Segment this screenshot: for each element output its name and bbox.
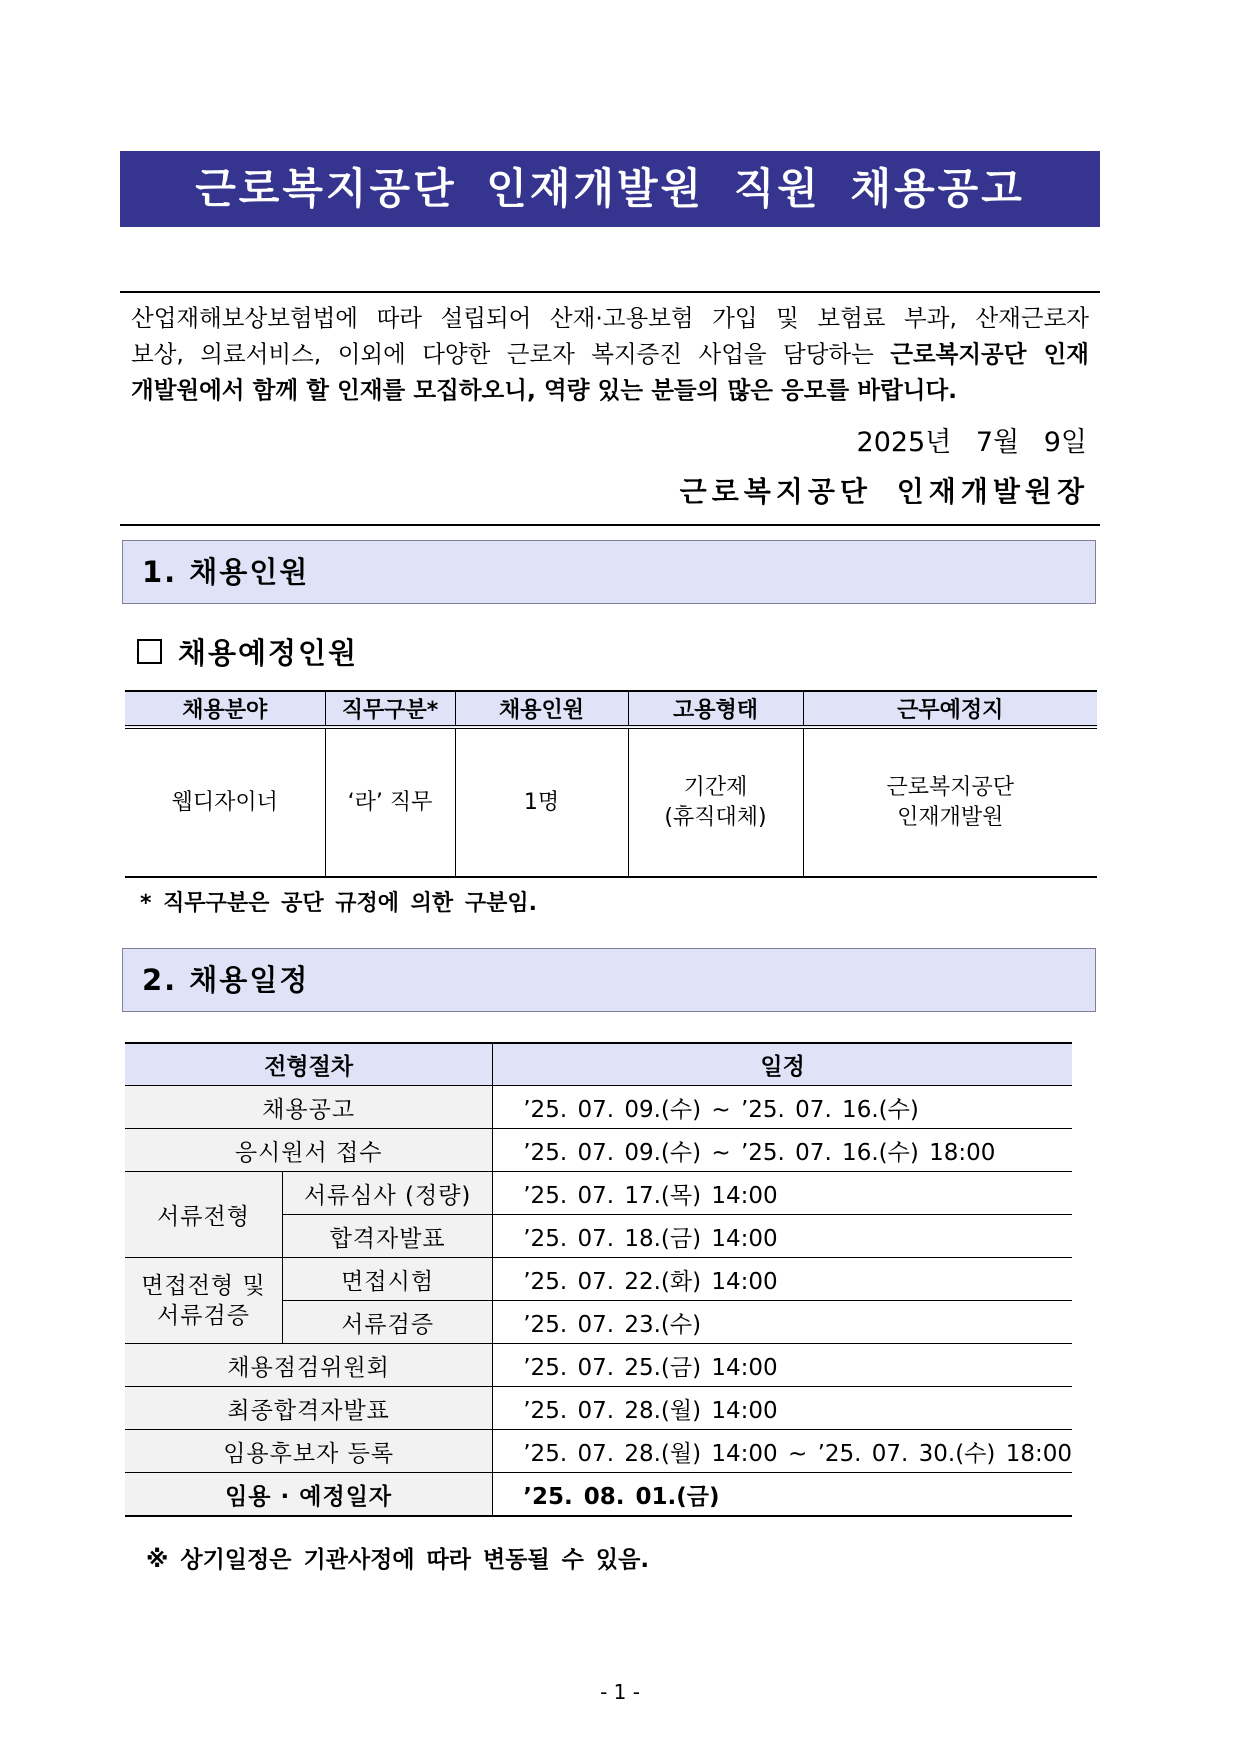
schedule-table bbox=[125, 1042, 1072, 1517]
table-row bbox=[125, 1086, 1072, 1129]
proc-cell: 응시원서 접수 bbox=[125, 1129, 493, 1172]
table-header-row bbox=[125, 691, 1097, 727]
table-row bbox=[125, 1430, 1072, 1473]
announcement-date: 2025년 7월 9일 bbox=[856, 427, 1087, 458]
intro-bottom-rule bbox=[120, 524, 1100, 526]
table-row bbox=[125, 727, 1097, 877]
section-1-header: 1. 채용인원 bbox=[122, 540, 1096, 604]
table-row bbox=[125, 1473, 1072, 1517]
job-class-note: * 직무구분은 공단 규정에 의한 구분임. bbox=[140, 891, 537, 916]
cell-place bbox=[803, 727, 1097, 877]
intro-line-3 bbox=[131, 372, 1089, 408]
intro-line-2-plain: 보상, 의료서비스, 이외에 다양한 근로자 복지증진 사업을 담당하는 bbox=[131, 340, 874, 368]
cell-place-line2: 인재개발원 bbox=[897, 804, 1004, 830]
cell-count: 1명 bbox=[455, 727, 628, 877]
page-number: - 1 - bbox=[600, 1680, 640, 1704]
subsection-title bbox=[137, 633, 358, 673]
section-2-header: 2. 채용일정 bbox=[122, 948, 1096, 1012]
subsection-title-text: 채용예정인원 bbox=[178, 636, 359, 670]
intro-line-2 bbox=[131, 336, 1089, 372]
header-job-class: 직무구분* bbox=[325, 691, 455, 727]
date-cell: ’25. 07. 22.(화) 14:00 bbox=[493, 1258, 1072, 1301]
proc-cell: 합격자발표 bbox=[282, 1215, 492, 1258]
proc-cell: 면접시험 bbox=[282, 1258, 492, 1301]
date-cell: ’25. 07. 09.(수) ~ ’25. 07. 16.(수) bbox=[493, 1086, 1072, 1129]
cell-job-class: ‘라’ 직무 bbox=[325, 727, 455, 877]
header-place: 근무예정지 bbox=[803, 691, 1097, 727]
intro-line-1: 산업재해보상보험법에 따라 설립되어 산재·고용보험 가입 및 보험료 부과, 산재근로자 bbox=[131, 304, 1089, 332]
date-cell: ’25. 07. 09.(수) ~ ’25. 07. 16.(수) 18:00 bbox=[493, 1129, 1072, 1172]
intro-line-2-bold: 근로복지공단 인재 bbox=[890, 340, 1089, 368]
table-header-row bbox=[125, 1043, 1072, 1086]
table-row bbox=[125, 1387, 1072, 1430]
proc-cell: 임용 · 예정일자 bbox=[125, 1473, 493, 1517]
date-cell: ’25. 07. 18.(금) 14:00 bbox=[493, 1215, 1072, 1258]
proc-cell: 임용후보자 등록 bbox=[125, 1430, 493, 1473]
proc-cell: 채용점검위원회 bbox=[125, 1344, 493, 1387]
top-rule bbox=[120, 291, 1100, 293]
header-procedure: 전형절차 bbox=[125, 1043, 493, 1086]
proc-cell: 서류심사 (정량) bbox=[282, 1172, 492, 1215]
table-row bbox=[125, 1258, 1072, 1301]
table-row bbox=[125, 1172, 1072, 1215]
date-cell: ’25. 07. 23.(수) bbox=[493, 1301, 1072, 1344]
issuer-name: 근로복지공단 인재개발원장 bbox=[679, 475, 1089, 508]
header-count: 채용인원 bbox=[455, 691, 628, 727]
header-schedule: 일정 bbox=[493, 1043, 1072, 1086]
cell-type-line2: (휴직대체) bbox=[664, 804, 767, 830]
proc-cell: 최종합격자발표 bbox=[125, 1387, 493, 1430]
date-cell: ’25. 07. 28.(월) 14:00 ~ ’25. 07. 30.(수) 18:00 bbox=[493, 1430, 1072, 1473]
intro-paragraph bbox=[131, 300, 1089, 408]
cell-field: 웹디자이너 bbox=[125, 727, 325, 877]
intro-line-3-bold: 개발원에서 함께 할 인재를 모집하오니, 역량 있는 분들의 많은 응모를 바랍니다. bbox=[131, 376, 958, 404]
proc-cell: 서류검증 bbox=[282, 1301, 492, 1344]
group-interview-line2: 서류검증 bbox=[157, 1302, 250, 1329]
cell-type-line1: 기간제 bbox=[683, 774, 748, 800]
date-cell: ’25. 07. 25.(금) 14:00 bbox=[493, 1344, 1072, 1387]
schedule-note: ※ 상기일정은 기관사정에 따라 변동될 수 있음. bbox=[146, 1547, 650, 1573]
recruitment-table bbox=[125, 690, 1097, 878]
header-field: 채용분야 bbox=[125, 691, 325, 727]
page-title-banner: 근로복지공단 인재개발원 직원 채용공고 bbox=[120, 151, 1100, 227]
table-row bbox=[125, 1129, 1072, 1172]
checkbox-square-icon bbox=[137, 639, 162, 664]
table-row bbox=[125, 1344, 1072, 1387]
group-cell-interview bbox=[125, 1258, 282, 1344]
date-cell: ’25. 07. 17.(목) 14:00 bbox=[493, 1172, 1072, 1215]
proc-cell: 채용공고 bbox=[125, 1086, 493, 1129]
date-cell: ’25. 07. 28.(월) 14:00 bbox=[493, 1387, 1072, 1430]
cell-type bbox=[628, 727, 803, 877]
header-type: 고용형태 bbox=[628, 691, 803, 727]
group-cell-document: 서류전형 bbox=[125, 1172, 282, 1258]
date-cell: ’25. 08. 01.(금) bbox=[493, 1473, 1072, 1517]
group-interview-line1: 면접전형 및 bbox=[141, 1272, 266, 1299]
cell-place-line1: 근로복지공단 bbox=[886, 774, 1014, 800]
